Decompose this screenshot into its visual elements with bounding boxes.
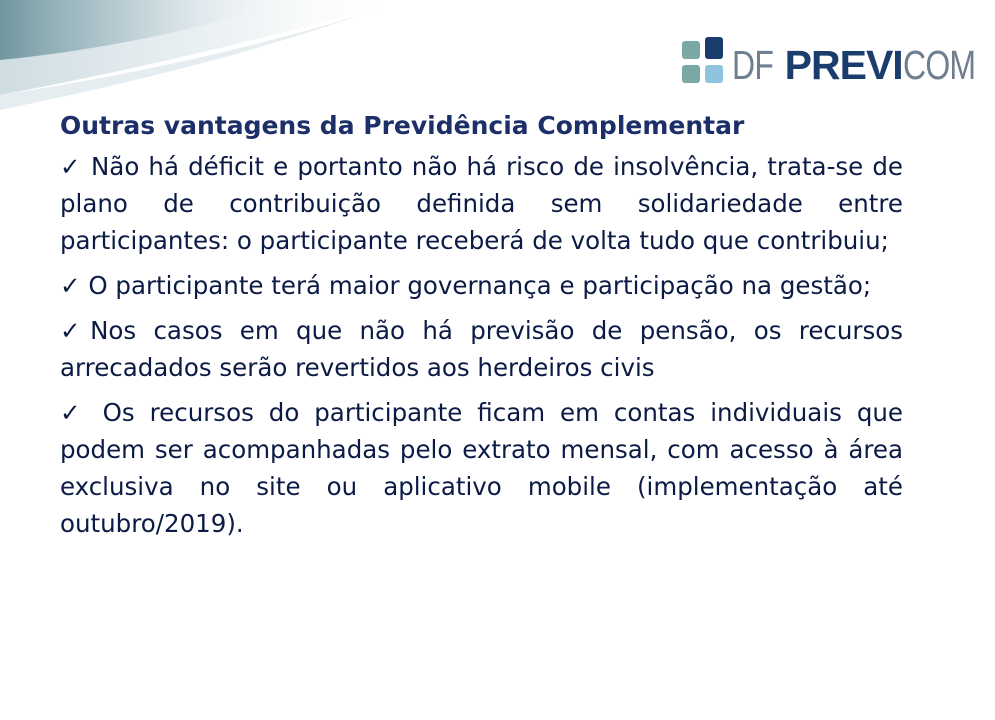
logo-wordmark <box>732 37 995 93</box>
check-icon: ✓ <box>60 271 81 300</box>
brand-logo <box>682 36 995 94</box>
bullet-text: Não há déficit e portanto não há risco de insolvência, trata-se de plano de contribuição definida sem solidariedade entre participantes: o participante receberá de volta tudo que contribuiu; <box>60 152 903 255</box>
logo-text-bold: PREVI <box>784 42 903 88</box>
bullet-text: O participante terá maior governança e participação na gestão; <box>88 271 872 300</box>
bullet-item <box>60 312 903 386</box>
slide-content <box>60 108 903 550</box>
logo-squares-icon <box>682 37 726 93</box>
check-icon: ✓ <box>60 152 82 181</box>
bullet-item <box>60 394 903 542</box>
bullet-item <box>60 267 903 304</box>
bullet-text: Nos casos em que não há previsão de pensão, os recursos arrecadados serão revertidos aos herdeiros civis <box>60 316 903 382</box>
check-icon: ✓ <box>60 398 88 427</box>
logo-text-tail: COM <box>902 42 975 88</box>
logo-text-light: DF <box>732 42 774 88</box>
bullet-item <box>60 148 903 259</box>
check-icon: ✓ <box>60 316 91 345</box>
bullet-text: Os recursos do participante ficam em contas individuais que podem ser acompanhadas pelo extrato mensal, com acesso à área exclusiva no site ou aplicativo mobile (implementação até outubro/2019). <box>60 398 903 538</box>
slide-title: Outras vantagens da Previdência Complementar <box>60 111 745 140</box>
